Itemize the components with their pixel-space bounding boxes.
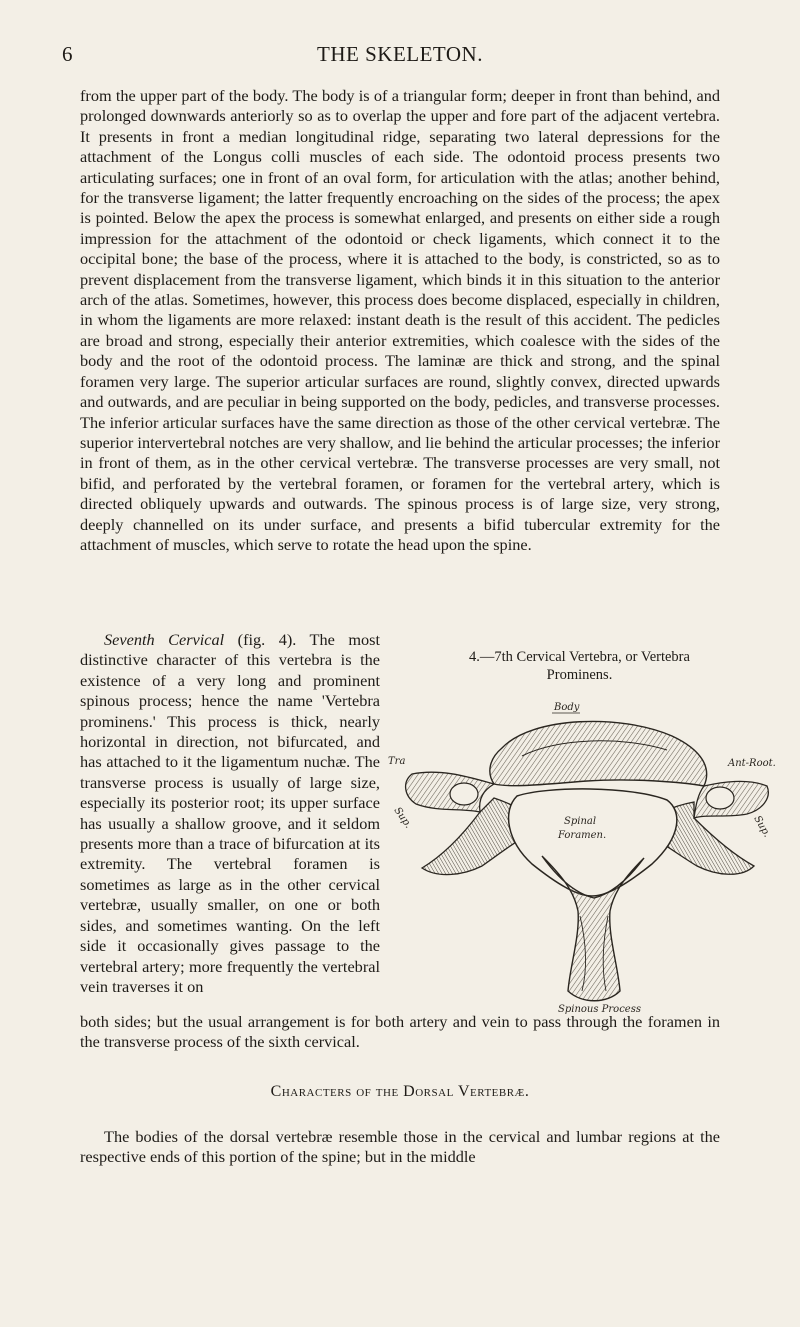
section-heading-dorsal <box>0 1083 800 1101</box>
label-spinal: Spinal <box>564 816 597 827</box>
label-ant-root: Ant-Root. <box>728 758 776 769</box>
paragraph-dorsal-vertebrae: The bodies of the dorsal vertebræ resemble those in the cervical and lumbar regions at the respective ends of this portion of the spine; but in the middle <box>80 1127 720 1167</box>
paragraph-continuation: both sides; but the usual arrangement is for both artery and vein to pass through the foramen in the transverse process of the sixth cervical. <box>80 1012 720 1052</box>
label-spinous-process: Spinous Process <box>558 1004 641 1015</box>
figure-caption-line-1: 4.—7th Cervical Vertebra, or Vertebra <box>469 649 690 665</box>
vertebra-illustration <box>382 686 777 1016</box>
right-vertebral-foramen <box>706 787 734 809</box>
page-header <box>62 42 738 68</box>
page-number: 6 <box>62 42 73 66</box>
label-body: Body <box>554 702 580 713</box>
seventh-cervical-heading: Seventh Cervical <box>104 630 225 649</box>
seventh-cervical-text: (fig. 4). The most distinctive character of this vertebra is the existence of a very long and prominent spinous process; hence the name 'Vertebra prominens.' This process is thick, nearly horizontal in direction, not bifurcated, and has attached to it the ligamentum nuchæ. The transverse process is usually of large size, especially its posterior root; its upper surface has usually a shallow groove, and it seldom presents more than a trace of bifurcation at its extremity. The vertebral foramen is sometimes as large as in the other cervical vertebræ, usually smaller, on one or both sides, and sometimes wanting. On the left side it occasionally gives passage to the vertebral artery; more frequently the vertebral vein traverses it on <box>80 630 380 996</box>
label-articular-right: Sup. <box>751 814 773 840</box>
paragraph-axis-description: from the upper part of the body. The body is of a triangular form; deeper in front than behind, and prolonged downwards anteriorly so as to overlap the upper and fore part of the adjacent vertebra. It presents in front a median longitudinal ridge, separating two lateral depressions for the attachment of the Longus colli muscles of each side. The odontoid process presents two articulating surfaces; one in front of an oval form, for articulation with the atlas; another behind, for the transverse ligament; the latter frequently encroaching on the sides of the process; the apex is pointed. Below the apex the process is somewhat enlarged, and presents on either side a rough impression for the attachment of the odontoid or check ligaments, which connect it to the occipital bone; the base of the process, where it is attached to the body, is constricted, so as to prevent displacement from the transverse ligament, which binds it in this situation to the anterior arch of the atlas. Sometimes, however, this process does become displaced, especially in children, in whom the ligaments are more relaxed: instant death is the result of this accident. The pedicles are broad and strong, especially their anterior extremities, which coalesce with the sides of the body and the root of the odontoid process. The laminæ are thick and strong, and the spinal foramen very large. The superior articular surfaces are round, slightly convex, directed upwards and outwards, and are peculiar in being supported on the body, pedicles, and transverse processes. The inferior articular surfaces have the same direction as those of the other cervical vertebræ. The superior intervertebral notches are very shallow, and lie behind the articular processes; the inferior in front of them, as in the other cervical vertebræ. The transverse processes are very small, not bifid, and perforated by the vertebral foramen, or foramen for the vertebral artery, which is directed obliquely upwards and outwards. The spinous process is of large size, very strong, deeply channelled on its under surface, and presents a bifid tubercular extremity for the attachment of muscles, which serve to rotate the head upon the spine. <box>80 86 720 554</box>
label-transverse-left: Tra <box>388 756 406 767</box>
figure-caption <box>382 648 777 684</box>
figure-caption-line-2: Prominens. <box>546 667 613 683</box>
left-vertebral-foramen <box>450 783 478 805</box>
section-heading-part-2: Dorsal Vertebræ. <box>403 1083 530 1100</box>
spinal-foramen <box>509 789 677 896</box>
paragraph-seventh-cervical <box>80 630 380 997</box>
figure-vertebra-prominens <box>382 648 777 1018</box>
section-heading-part-1: Characters of the <box>270 1083 404 1100</box>
running-head: THE SKELETON. <box>317 42 483 66</box>
label-foramen: Foramen. <box>558 830 607 841</box>
label-articular-left: Sup. <box>391 805 414 831</box>
vertebral-body-shape <box>490 721 707 786</box>
